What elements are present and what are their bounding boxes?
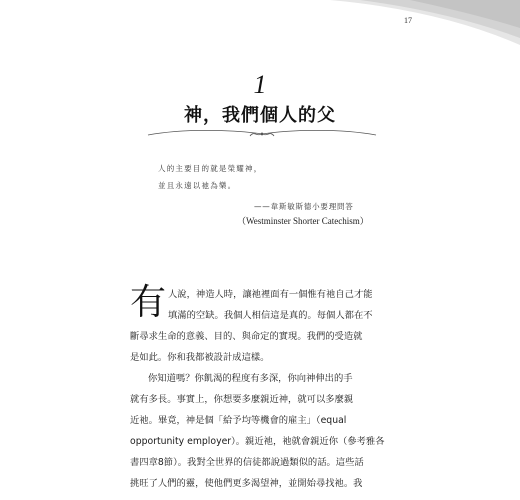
epigraph-line-1: 人的主要目的就是榮耀神，: [158, 164, 263, 173]
body-line: 填滿的空缺。我個人相信這是真的。每個人都在不: [168, 310, 373, 321]
epigraph-attribution: ——韋斯敏斯德小要理問答: [254, 202, 354, 211]
epigraph-line-2: 並且永遠以祂為樂。: [158, 181, 237, 190]
body-line: opportunity employer）。親近祂，祂就會親近你（參考雅各: [130, 436, 385, 447]
page-curl-decoration: [290, 0, 520, 50]
chapter-number: 1: [253, 70, 267, 99]
body-line: 書四章8節）。我對全世界的信徒都說過類似的話。這些話: [130, 457, 364, 468]
body-line: 近祂。畢竟，神是個「給予均等機會的雇主」（equal: [130, 415, 347, 426]
body-line: 斷尋求生命的意義、目的、與命定的實現。我們的受造就: [130, 331, 363, 342]
paragraph-2: [130, 368, 392, 494]
drop-cap: 有: [130, 282, 167, 323]
ornament-divider: [146, 128, 378, 140]
body-line: 你知道嗎？你飢渴的程度有多深，你向神伸出的手: [148, 373, 353, 384]
body-text: [130, 284, 392, 494]
chapter-title: 神，我們個人的父: [184, 105, 336, 126]
page-number: 17: [404, 16, 412, 25]
epigraph: [158, 160, 388, 211]
paragraph-1: [130, 284, 392, 368]
body-line: 人說，神造人時，讓祂裡面有一個惟有祂自己才能: [168, 289, 373, 300]
body-line: 就有多長。事實上，你想要多麼親近神，就可以多麼親: [130, 394, 354, 405]
body-line: 是如此。你和我都被設計成這樣。: [130, 352, 270, 363]
body-line: 挑旺了人們的靈，使他們更多渴望神，並開始尋找祂。我: [130, 478, 363, 489]
epigraph-source: （Westminster Shorter Catechism）: [237, 216, 369, 226]
